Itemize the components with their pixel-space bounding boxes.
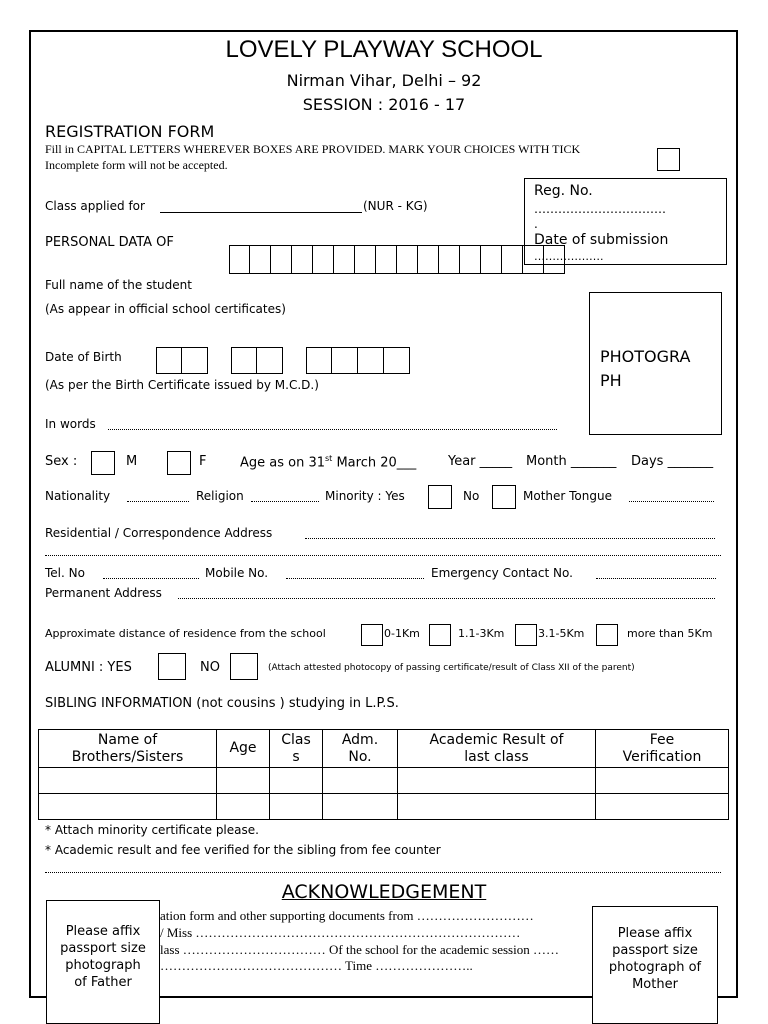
alumni-yes-checkbox[interactable] [158, 653, 186, 680]
month-field[interactable]: Month _______ [526, 454, 617, 469]
distance-option-1-3: 1.1-3Km [458, 627, 505, 640]
name-letter-boxes[interactable] [229, 245, 565, 274]
age-label-pre: Age as on 31 [240, 455, 326, 471]
mother-photo-line: passport size [612, 943, 698, 958]
table-cell[interactable] [323, 794, 398, 820]
distance-option-3-5: 3.1-5Km [538, 627, 585, 640]
reg-no-label: Reg. No. [534, 183, 593, 199]
form-title: REGISTRATION FORM [45, 122, 215, 141]
ack-line-4: …………………………………… Time ………………….. [160, 958, 473, 973]
mother-photo-line: Mother [632, 977, 678, 992]
session: SESSION : 2016 - 17 [302, 95, 466, 114]
table-cell[interactable] [39, 794, 217, 820]
age-label [240, 454, 416, 470]
reg-no-dots: …………………………… [534, 202, 666, 216]
school-address: Nirman Vihar, Delhi – 92 [286, 71, 482, 90]
distance-0-1-checkbox[interactable] [361, 624, 383, 646]
table-cell[interactable] [596, 794, 729, 820]
sex-m-label: M [126, 454, 138, 469]
school-name: LOVELY PLAYWAY SCHOOL [225, 36, 543, 63]
table-row [39, 768, 729, 794]
alumni-no-checkbox[interactable] [230, 653, 258, 680]
sex-f-checkbox[interactable] [167, 451, 191, 475]
father-photo-line: Please affix [65, 924, 141, 939]
full-name-note: (As appear in official school certificates) [45, 302, 286, 316]
in-words-label: In words [45, 417, 96, 431]
instruction-incomplete: Incomplete form will not be accepted. [45, 158, 228, 172]
tick-checkbox[interactable] [657, 148, 680, 171]
year-field[interactable]: Year _____ [448, 454, 513, 469]
address-line-2[interactable] [45, 555, 721, 556]
sibling-table-header [39, 730, 729, 768]
table-cell[interactable] [323, 768, 398, 794]
ack-line-1: ation form and other supporting documents from ……………………… [160, 908, 534, 923]
minority-label: Minority : Yes [325, 489, 405, 503]
header-name: Name of Brothers/Sisters [39, 730, 217, 768]
table-cell[interactable] [217, 768, 270, 794]
distance-5plus-checkbox[interactable] [596, 624, 618, 646]
alumni-no-label: NO [200, 660, 220, 675]
dob-label: Date of Birth [45, 350, 122, 364]
distance-option-0-1: 0-1Km [384, 627, 420, 640]
class-applied-suffix: (NUR - KG) [363, 199, 428, 213]
header-class: Clas s [270, 730, 323, 768]
emergency-label: Emergency Contact No. [431, 566, 573, 580]
instruction-capital-letters: Fill in CAPITAL LETTERS WHEREVER BOXES ARE PROVIDED. MARK YOUR CHOICES WITH TICK [45, 142, 581, 156]
table-cell[interactable] [398, 794, 596, 820]
sibling-table [38, 729, 729, 820]
class-applied-label: Class applied for [45, 199, 145, 213]
header-age: Age [217, 730, 270, 768]
sex-label: Sex : [45, 454, 78, 469]
table-cell[interactable] [217, 794, 270, 820]
religion-line[interactable] [251, 501, 319, 502]
mother-photo-line: Please affix [617, 926, 693, 941]
sex-m-checkbox[interactable] [91, 451, 115, 475]
table-cell[interactable] [39, 768, 217, 794]
mother-tongue-label: Mother Tongue [523, 489, 612, 503]
mobile-label: Mobile No. [205, 566, 269, 580]
father-photo-box [46, 900, 160, 1024]
personal-data-label: PERSONAL DATA OF [45, 235, 174, 250]
header-fee-verification: Fee Verification [596, 730, 729, 768]
table-cell[interactable] [270, 768, 323, 794]
ack-line-3: lass …………………………… Of the school for the academic session …… [160, 942, 559, 957]
class-applied-line[interactable] [160, 212, 362, 213]
date-of-submission-dots: ………………. [534, 250, 604, 263]
cut-line [45, 872, 721, 873]
emergency-line[interactable] [596, 578, 716, 579]
age-label-sup: st [325, 454, 333, 463]
note-minority-certificate: * Attach minority certificate please. [45, 823, 259, 837]
tel-line[interactable] [103, 578, 199, 579]
religion-label: Religion [196, 489, 244, 503]
sex-f-label: F [199, 454, 207, 469]
permanent-address-line[interactable] [178, 598, 715, 599]
father-photo-line: photograph [65, 958, 141, 973]
alumni-note: (Attach attested photocopy of passing certificate/result of Class XII of the parent) [268, 663, 635, 673]
minority-no-checkbox[interactable] [492, 485, 516, 509]
distance-label: Approximate distance of residence from the school [45, 627, 326, 640]
minority-no-label: No [463, 489, 480, 503]
distance-option-5plus: more than 5Km [627, 627, 713, 640]
address-line-1[interactable] [305, 538, 715, 539]
header-academic-result: Academic Result of last class [398, 730, 596, 768]
photo-label-line2: PH [600, 371, 622, 390]
dob-day-boxes[interactable] [156, 347, 208, 374]
minority-yes-checkbox[interactable] [428, 485, 452, 509]
alumni-label: ALUMNI : YES [45, 660, 132, 675]
table-cell[interactable] [596, 768, 729, 794]
header-adm-no: Adm. No. [323, 730, 398, 768]
permanent-address-label: Permanent Address [45, 586, 162, 600]
ack-line-2: / Miss ………………………………………………………………… [160, 925, 521, 940]
sibling-label: SIBLING INFORMATION (not cousins ) studying in L.P.S. [45, 696, 399, 711]
address-label: Residential / Correspondence Address [45, 526, 273, 540]
mobile-line[interactable] [286, 578, 424, 579]
dob-note: (As per the Birth Certificate issued by M.C.D.) [45, 378, 319, 392]
days-field[interactable]: Days _______ [631, 454, 714, 469]
photo-label-line1: PHOTOGRA [600, 347, 691, 366]
father-photo-line: passport size [60, 941, 146, 956]
in-words-line[interactable] [108, 429, 557, 430]
table-cell[interactable] [270, 794, 323, 820]
distance-1-3-checkbox[interactable] [429, 624, 451, 646]
nationality-line[interactable] [127, 501, 189, 502]
date-of-submission-label: Date of submission [534, 232, 669, 248]
note-academic-result: * Academic result and fee verified for the sibling from fee counter [45, 843, 441, 857]
mother-tongue-line[interactable] [629, 501, 714, 502]
father-photo-line: of Father [74, 975, 132, 990]
reg-no-dot: . [534, 217, 538, 231]
acknowledgement-title: ACKNOWLEDGEMENT [281, 881, 487, 903]
dob-year-boxes[interactable] [306, 347, 410, 374]
mother-photo-line: photograph of [608, 960, 702, 975]
nationality-label: Nationality [45, 489, 111, 503]
mother-photo-box [592, 906, 718, 1024]
tel-label: Tel. No [45, 566, 85, 580]
distance-3-5-checkbox[interactable] [515, 624, 537, 646]
table-cell[interactable] [398, 768, 596, 794]
table-row [39, 794, 729, 820]
dob-month-boxes[interactable] [231, 347, 283, 374]
age-label-post: March 20___ [332, 455, 417, 471]
full-name-label: Full name of the student [45, 278, 192, 292]
